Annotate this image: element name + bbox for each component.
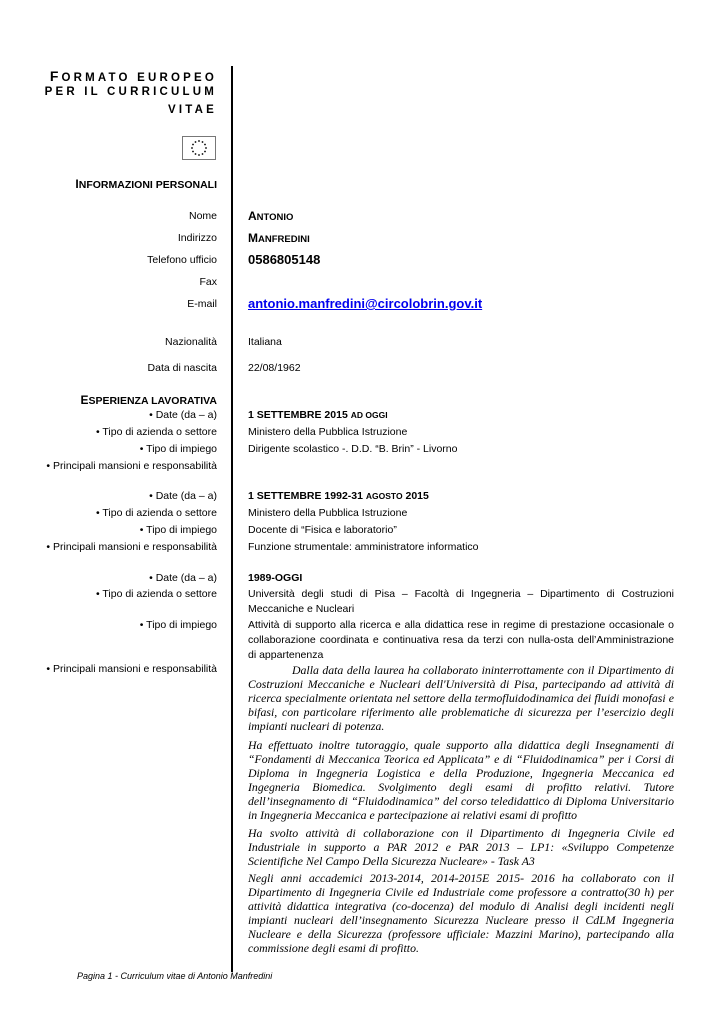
job2-company: Ministero della Pubblica Istruzione [248,507,408,519]
nationality-label: Nazionalità [165,336,217,348]
job2-duties-label: • Principali mansioni e responsabilità [46,541,217,553]
job2-duties: Funzione strumentale: amministratore informatico [248,541,479,553]
section-personal-info: INFORMAZIONI PERSONALI [75,177,217,191]
phone-value: 0586805148 [248,252,321,267]
job3-date-label: • Date (da – a) [149,572,217,584]
job3-duties-paragraph-3: Ha svolto attività di collaborazione con il Dipartimento di Ingegneria Civile ed Industriale in supporto a PAR 2012 e PAR 2013 – LP1: «Sviluppo Competenze Scientifiche Nel Campo Della Sicurezza Nucleare» - Task A3 [248,826,674,868]
address-label: Indirizzo [177,232,217,244]
job3-date: 1989-OGGI [248,572,303,584]
job1-duties-label: • Principali mansioni e responsabilità [46,460,217,472]
header-line-3: VITAE [167,104,217,116]
eu-flag-icon [182,136,216,160]
name-label: Nome [188,210,217,222]
job1-company-label: • Tipo di azienda o settore [95,426,217,438]
page-footer: Pagina 1 - Curriculum vitae di Antonio Manfredini [77,971,273,981]
job3-duties-label: • Principali mansioni e responsabilità [46,663,217,675]
name-value: ANTONIO [248,209,294,223]
address-value: MANFREDINI [248,231,310,245]
fax-label: Fax [199,276,217,288]
job1-date: 1 SETTEMBRE 2015 AD OGGI [248,409,388,421]
job2-job: Docente di “Fisica e laboratorio” [248,524,397,536]
email-label: E-mail [187,298,217,310]
birth-label: Data di nascita [147,362,217,374]
job2-job-label: • Tipo di impiego [139,524,217,536]
header-line-1: FORMATO EUROPEO [49,68,217,84]
job3-duties-paragraph-2: Ha effettuato inoltre tutoraggio, quale supporto alla didattica degli Insegnamenti di “Fondamenti di Meccanica Teorica ed Applicata” e di “Fluidodinamica” per i Corsi di Diploma in Ingegneria Logistica e della Produzione, Ingegneria Meccanica ed Ingegneria Biomedica. Svolgimento degli esami di profitto relativi. Tutore dell’insegnamento di “Fluidodinamica” del corso teledidattico di Diploma Universitario in Ingegneria Meccanica e partecipazione ai relativi esami di profitto [248,738,674,822]
birth-value: 22/08/1962 [248,362,301,374]
job2-date-label: • Date (da – a) [149,490,217,502]
email-link[interactable]: antonio.manfredini@circolobrin.gov.it [248,296,483,311]
job1-date-label: • Date (da – a) [149,409,217,421]
job2-date: 1 SETTEMBRE 1992-31 AGOSTO 2015 [248,490,429,502]
job3-duties-paragraph-4: Negli anni accademici 2013-2014, 2014-2015E 2015- 2016 ha collaborato con il Dipartimento di Ingegneria Civile ed Industriale come professore a contratto(30 h) per attività didattica integrativa (co-docenza) del modulo di Analisi degli incidenti negli impianti nucleari dell’insegnamento Sicurezza Nucleare presso il CdLM Ingegneria Nucleare e della Sicurezza (professore ufficiale: Mazzini Marino), partecipando alla commissione degli esami di profitto. [248,871,674,955]
header-line-2: PER IL CURRICULUM [44,86,217,98]
job1-company: Ministero della Pubblica Istruzione [248,426,408,438]
job3-job: Attività di supporto alla ricerca e alla didattica rese in regime di prestazione occasionale o collaborazione coordinata e continuativa resa da terzi con nulla-osta dell’Amministrazione di appartenenza [248,619,674,661]
job3-duties-paragraph-1: Dalla data della laurea ha collaborato ininterrottamente con il Dipartimento di Costruzioni Meccaniche e Nucleari dell'Università di Pisa, partecipando ad attività di ricerca specialmente orientata nel settore della termofluidodinamica dei fluidi monofasi e bifasi, con particolare riferimento alle problematiche di sicurezza per l’esercizio degli impianti nucleari di potenza. [248,663,674,733]
job1-job-label: • Tipo di impiego [139,443,217,455]
job2-company-label: • Tipo di azienda o settore [95,507,217,519]
job3-company-label: • Tipo di azienda o settore [95,588,217,600]
section-work-experience: ESPERIENZA LAVORATIVA [80,393,217,407]
phone-label: Telefono ufficio [147,254,217,266]
job3-company: Università degli studi di Pisa – Facoltà di Ingegneria – Dipartimento di Costruzioni Meccaniche e Nucleari [248,588,674,615]
nationality-value: Italiana [248,336,282,348]
vertical-divider [231,66,233,972]
job3-job-label: • Tipo di impiego [139,619,217,631]
job1-job: Dirigente scolastico -. D.D. “B. Brin” - Livorno [248,443,458,455]
